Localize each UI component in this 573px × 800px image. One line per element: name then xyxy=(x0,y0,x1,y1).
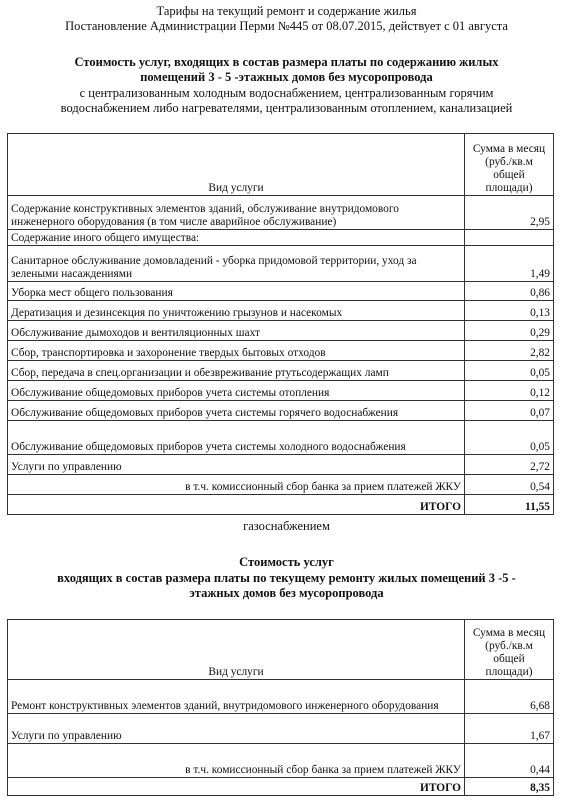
commission-row xyxy=(8,475,554,495)
column-header-sum xyxy=(465,134,554,196)
table-row xyxy=(8,196,554,230)
section1-subtitle-line1: с централизованным холодным водоснабжением, централизованным горячим xyxy=(79,86,494,100)
table-row xyxy=(8,321,554,341)
service-name: Дератизация и дезинсекция по уничтожению грызунов и насекомых xyxy=(8,301,465,321)
service-value xyxy=(465,230,554,246)
section2-title-line3: этажных домов без мусоропровода xyxy=(189,586,384,600)
service-name: Содержание иного общего имущества: xyxy=(8,230,465,246)
service-name: Услуги по управлению xyxy=(8,455,465,475)
table-row xyxy=(8,341,554,361)
column-header-sum-line: (руб./кв.м xyxy=(485,156,533,168)
column-header-sum-line: площади) xyxy=(485,666,533,678)
table-row xyxy=(8,230,554,246)
section2-title-line2: входящих в состав размера платы по текущему ремонту жилых помещений 3 -5 - xyxy=(57,571,516,585)
table-row xyxy=(8,680,554,714)
commission-value: 0,44 xyxy=(465,744,554,778)
table-row xyxy=(8,421,554,455)
service-value: 6,68 xyxy=(465,680,554,714)
column-header-sum-line: Сумма в месяц xyxy=(472,627,546,639)
section1-note: газоснабжением xyxy=(243,519,330,533)
document-title: Тарифы на текущий ремонт и содержание жилья xyxy=(156,4,417,18)
column-header-sum-line: общей xyxy=(493,653,525,665)
table-header-row xyxy=(8,620,554,680)
service-name: Обслуживание общедомовых приборов учета системы отопления xyxy=(8,381,465,401)
column-header-sum-line: Сумма в месяц xyxy=(472,143,546,155)
service-value: 0,86 xyxy=(465,282,554,301)
column-header-service: Вид услуги xyxy=(8,620,465,680)
column-header-sum-line: общей xyxy=(493,169,525,181)
section1-title-line2: помещений 3 - 5 -этажных домов без мусоропровода xyxy=(140,70,433,84)
service-value: 0,05 xyxy=(465,361,554,381)
service-value: 2,72 xyxy=(465,455,554,475)
repair-tariff-table xyxy=(7,619,554,796)
table-row xyxy=(8,381,554,401)
table-row xyxy=(8,301,554,321)
table-row xyxy=(8,714,554,744)
commission-label: в т.ч. комиссионный сбор банка за прием платежей ЖКУ xyxy=(8,475,465,495)
document-subtitle: Постановление Администрации Перми №445 от 08.07.2015, действует с 01 августа xyxy=(65,19,508,33)
service-name: Ремонт конструктивных элементов зданий, внутридомового инженерного оборудования xyxy=(8,680,465,714)
total-label: ИТОГО xyxy=(8,495,465,515)
total-row xyxy=(8,495,554,515)
service-value: 2,95 xyxy=(465,196,554,230)
total-value: 11,55 xyxy=(465,495,554,515)
service-name: Обслуживание дымоходов и вентиляционных шахт xyxy=(8,321,465,341)
service-value: 0,12 xyxy=(465,381,554,401)
service-value: 0,05 xyxy=(465,421,554,455)
service-name: Услуги по управлению xyxy=(8,714,465,744)
service-value: 0,29 xyxy=(465,321,554,341)
table-row xyxy=(8,401,554,421)
column-header-sum xyxy=(465,620,554,680)
service-name: Сбор, транспортировка и захоронение твердых бытовых отходов xyxy=(8,341,465,361)
service-value: 1,67 xyxy=(465,714,554,744)
column-header-sum-line: (руб./кв.м xyxy=(485,640,533,652)
service-name: Сбор, передача в спец.организации и обезвреживание ртутьсодержащих ламп xyxy=(8,361,465,381)
table-row xyxy=(8,361,554,381)
service-value: 0,13 xyxy=(465,301,554,321)
table-row xyxy=(8,455,554,475)
service-name: Уборка мест общего пользования xyxy=(8,282,465,301)
service-name: Обслуживание общедомовых приборов учета системы холодного водоснабжения xyxy=(8,421,465,455)
total-row xyxy=(8,778,554,796)
section1-title-line1: Стоимость услуг, входящих в состав размера платы по содержанию жилых xyxy=(74,55,499,69)
service-value: 0,07 xyxy=(465,401,554,421)
column-header-sum-line: площади) xyxy=(485,182,533,194)
commission-label: в т.ч. комиссионный сбор банка за прием платежей ЖКУ xyxy=(8,744,465,778)
column-header-service: Вид услуги xyxy=(8,134,465,196)
service-name: Санитарное обслуживание домовладений - уборка придомовой территории, уход за зелеными насаждениями xyxy=(8,246,465,282)
total-value: 8,35 xyxy=(465,778,554,796)
maintenance-tariff-table xyxy=(7,133,554,515)
commission-row xyxy=(8,744,554,778)
total-label: ИТОГО xyxy=(8,778,465,796)
section2-title-line1: Стоимость услуг xyxy=(239,555,334,569)
table-row xyxy=(8,282,554,301)
table-row xyxy=(8,246,554,282)
table-header-row xyxy=(8,134,554,196)
service-name: Обслуживание общедомовых приборов учета системы горячего водоснабжения xyxy=(8,401,465,421)
service-value: 2,82 xyxy=(465,341,554,361)
service-name: Содержание конструктивных элементов зданий, обслуживание внутридомового инженерного оборудования (в том числе аварийное обслуживание) xyxy=(8,196,465,230)
commission-value: 0,54 xyxy=(465,475,554,495)
section1-subtitle-line2: водоснабжением либо нагревателями, централизованным отоплением, канализацией xyxy=(60,101,513,115)
service-value: 1,49 xyxy=(465,246,554,282)
